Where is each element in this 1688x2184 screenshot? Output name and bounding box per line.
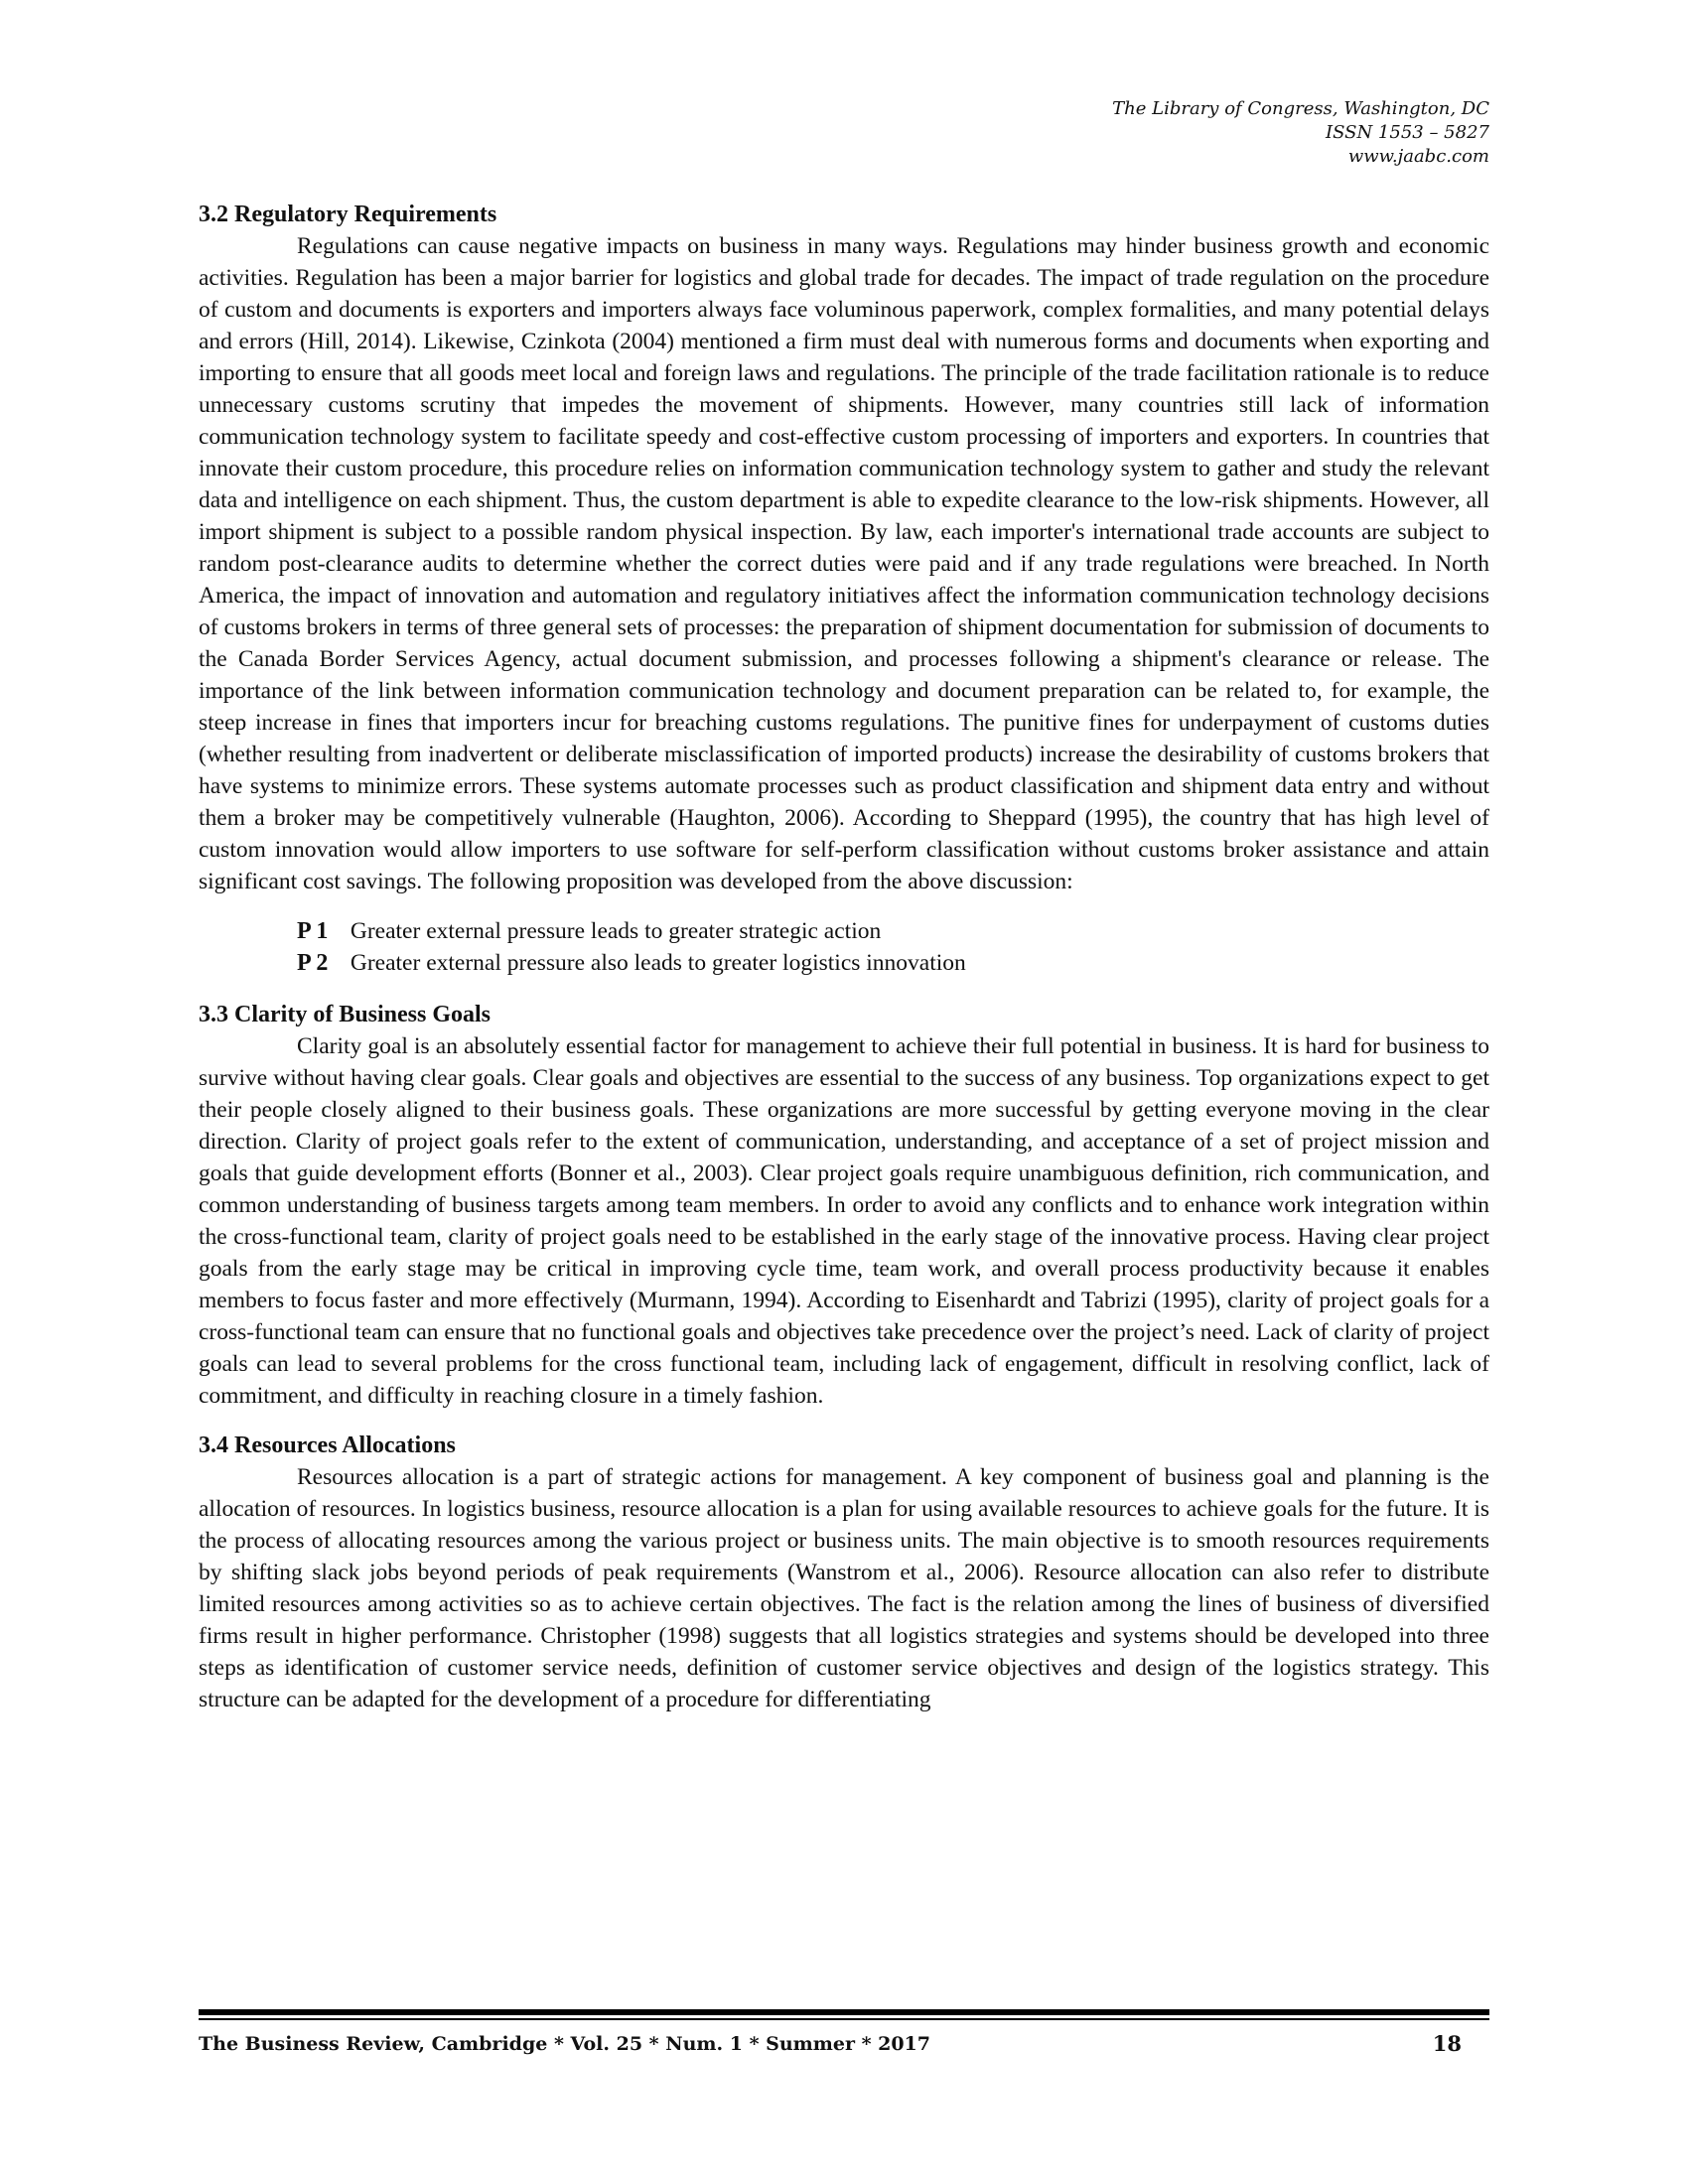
proposition-label: P 2	[297, 950, 329, 976]
header-issn: ISSN 1553 – 5827	[1326, 122, 1489, 143]
section-paragraph: Clarity goal is an absolutely essential factor for management to achieve their full potential in business. It is hard for business to survive without having clear goals. Clear goals and objectives are essential to the success of any business. Top organizations expect to get their people closely aligned to their business goals. These organizations are more successful by getting everyone moving in the clear direction. Clarity of project goals refer to the extent of communication, understanding, and acceptance of a set of project mission and goals that guide development efforts (Bonner et al., 2003). Clear project goals require unambiguous definition, rich communication, and common understanding of business targets among team members. In order to avoid any conflicts and to enhance work integration within the cross-functional team, clarity of project goals need to be established in the early stage of the innovative process. Having clear project goals from the early stage may be critical in improving cycle time, team work, and overall process productivity because it enables members to focus faster and more effectively (Murmann, 1994). According to Eisenhardt and Tabrizi (1995), clarity of project goals for a cross-functional team can ensure that no functional goals and objectives take precedence over the project’s need. Lack of clarity of project goals can lead to several problems for the cross functional team, including lack of engagement, difficult in resolving conflict, lack of commitment, and difficulty in reaching closure in a timely fashion.	[199, 1033, 1489, 1409]
section-3-3	[199, 999, 1489, 1412]
footer-rule-thin	[199, 2018, 1489, 2020]
section-paragraph: Resources allocation is a part of strategic actions for management. A key component of business goal and planning is the allocation of resources. In logistics business, resource allocation is a plan for using available resources to achieve goals for the future. It is the process of allocating resources among the various project or business units. The main objective is to smooth resources requirements by shifting slack jobs beyond periods of peak requirements (Wanstrom et al., 2006). Resource allocation can also refer to distribute limited resources among activities so as to achieve certain objectives. The fact is the relation among the lines of business of diversified firms result in higher performance. Christopher (1998) suggests that all logistics strategies and systems should be developed into three steps as identification of customer service needs, definition of customer service objectives and design of the logistics strategy. This structure can be adapted for the development of a procedure for differentiating	[199, 1464, 1489, 1712]
footer-rule	[199, 2009, 1489, 2020]
proposition-text: Greater external pressure leads to greater strategic action	[350, 918, 882, 944]
section-heading: 3.4 Resources Allocations	[199, 1433, 456, 1458]
header-website: www.jaabc.com	[1347, 146, 1489, 167]
page-number: 18	[1432, 2031, 1462, 2056]
propositions-list	[199, 915, 1489, 979]
proposition-item	[297, 947, 1489, 979]
header-publisher: The Library of Congress, Washington, DC	[1112, 98, 1489, 119]
proposition-item	[297, 915, 1489, 947]
section-3-4	[199, 1430, 1489, 1715]
section-paragraph: Regulations can cause negative impacts on business in many ways. Regulations may hinder business growth and economic activities. Regulation has been a major barrier for logistics and global trade for decades. The impact of trade regulation on the procedure of custom and documents is exporters and importers always face voluminous paperwork, complex formalities, and many potential delays and errors (Hill, 2014). Likewise, Czinkota (2004) mentioned a firm must deal with numerous forms and documents when exporting and importing to ensure that all goods meet local and foreign laws and regulations. The principle of the trade facilitation rationale is to reduce unnecessary customs scrutiny that impedes the movement of shipments. However, many countries still lack of information communication technology system to facilitate speedy and cost-effective custom processing of importers and exporters. In countries that innovate their custom procedure, this procedure relies on information communication technology system to gather and study the relevant data and intelligence on each shipment. Thus, the custom department is able to expedite clearance to the low-risk shipments. However, all import shipment is subject to a possible random physical inspection. By law, each importer's international trade accounts are subject to random post-clearance audits to determine whether the correct duties were paid and if any trade regulations were breached. In North America, the impact of innovation and automation and regulatory initiatives affect the information communication technology decisions of customs brokers in terms of three general sets of processes: the preparation of shipment documentation for submission of documents to the Canada Border Services Agency, actual document submission, and processes following a shipment's clearance or release. The importance of the link between information communication technology and document preparation can be related to, for example, the steep increase in fines that importers incur for breaching customs regulations. The punitive fines for underpayment of customs duties (whether resulting from inadvertent or deliberate misclassification of imported products) increase the desirability of customs brokers that have systems to minimize errors. These systems automate processes such as product classification and shipment data entry and without them a broker may be competitively vulnerable (Haughton, 2006). According to Sheppard (1995), the country that has high level of custom innovation would allow importers to use software for self-perform classification without customs broker assistance and attain significant cost savings. The following proposition was developed from the above discussion:	[199, 233, 1489, 894]
running-header	[1112, 97, 1489, 169]
footer-rule-thick	[199, 2009, 1489, 2015]
section-3-2	[199, 199, 1489, 897]
proposition-text: Greater external pressure also leads to greater logistics innovation	[350, 950, 966, 976]
section-heading: 3.3 Clarity of Business Goals	[199, 1002, 492, 1027]
proposition-label: P 1	[297, 918, 329, 944]
journal-citation: The Business Review, Cambridge * Vol. 25 * Num. 1 * Summer * 2017	[199, 2033, 931, 2055]
article-body	[199, 199, 1489, 1733]
section-heading: 3.2 Regulatory Requirements	[199, 202, 497, 227]
page-footer	[199, 2030, 1489, 2058]
